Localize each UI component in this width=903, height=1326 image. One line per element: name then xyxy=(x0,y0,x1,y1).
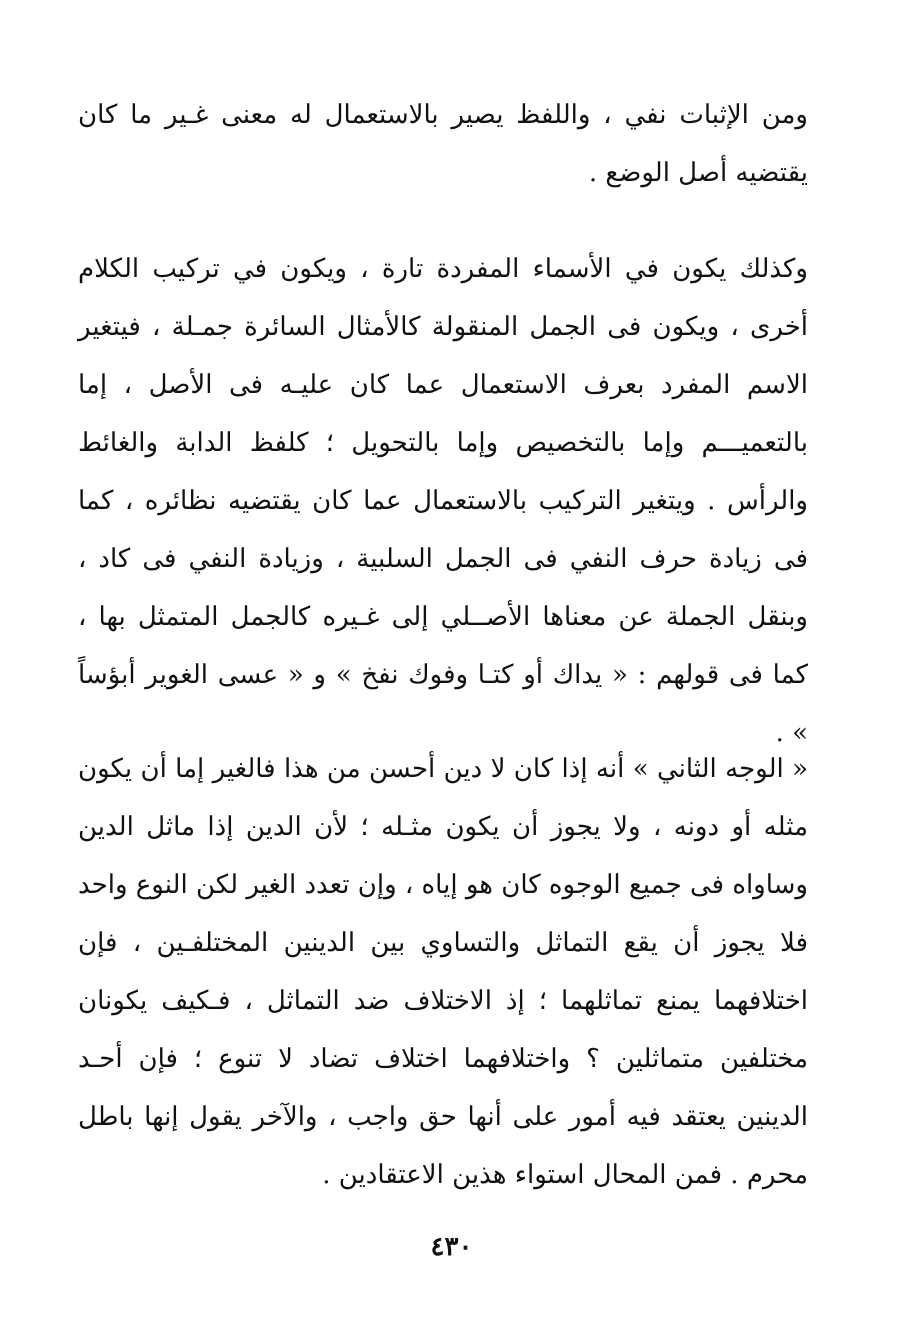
paragraph-2: وكذلك يكون في الأسماء المفردة تارة ، ويكون في تركيب الكلام أخرى ، ويكون فى الجمل المنقولة كالأمثال السائرة جمـلة ، فيتغير الاسم المفرد بعرف الاستعمال عما كان عليـه فى الأصل ، إما بالتعميـــم وإما بالتخصيص وإما بالتحويل ؛ كلفظ الدابة والغائط والرأس . ويتغير التركيب بالاستعمال عما كان يقتضيه نظائره ، كما فى زيادة حرف النفي فى الجمل السلبية ، وزيادة النفي فى كاد ، وبنقل الجملة عن معناها الأصــلي إلى غـيره كالجمل المتمثل بها ، كما فى قولهم : « يداك أو كتـا وفوك نفخ » و « عسى الغوير أبؤساً » . xyxy=(78,254,808,748)
paragraph-3: « الوجه الثاني » أنه إذا كان لا دين أحسن من هذا فالغير إما أن يكون مثله أو دونه ، ولا يجوز أن يكون مثـله ؛ لأن الدين إذا ماثل الدين وساواه فى جميع الوجوه كان هو إياه ، وإن تعدد الغير لكن النوع واحد فلا يجوز أن يقع التماثل والتساوي بين الدينين المختلفـين ، فإن اختلافهما يمنع تماثلهما ؛ إذ الاختلاف ضد التماثل ، فـكيف يكونان مختلفين متماثلين ؟ واختلافهما اختلاف تضاد لا تنوع ؛ فإن أحـد الدينين يعتقد فيه أمور على أنها حق واجب ، والآخر يقول إنها باطل محرم . فمن المحال استواء هذين الاعتقادين . xyxy=(78,754,808,1190)
paragraph-1: ومن الإثبات نفي ، واللفظ يصير بالاستعمال له معنى غـير ما كان يقتضيه أصل الوضع . xyxy=(78,100,808,188)
page-number: ٤٣٠ xyxy=(430,1232,473,1262)
